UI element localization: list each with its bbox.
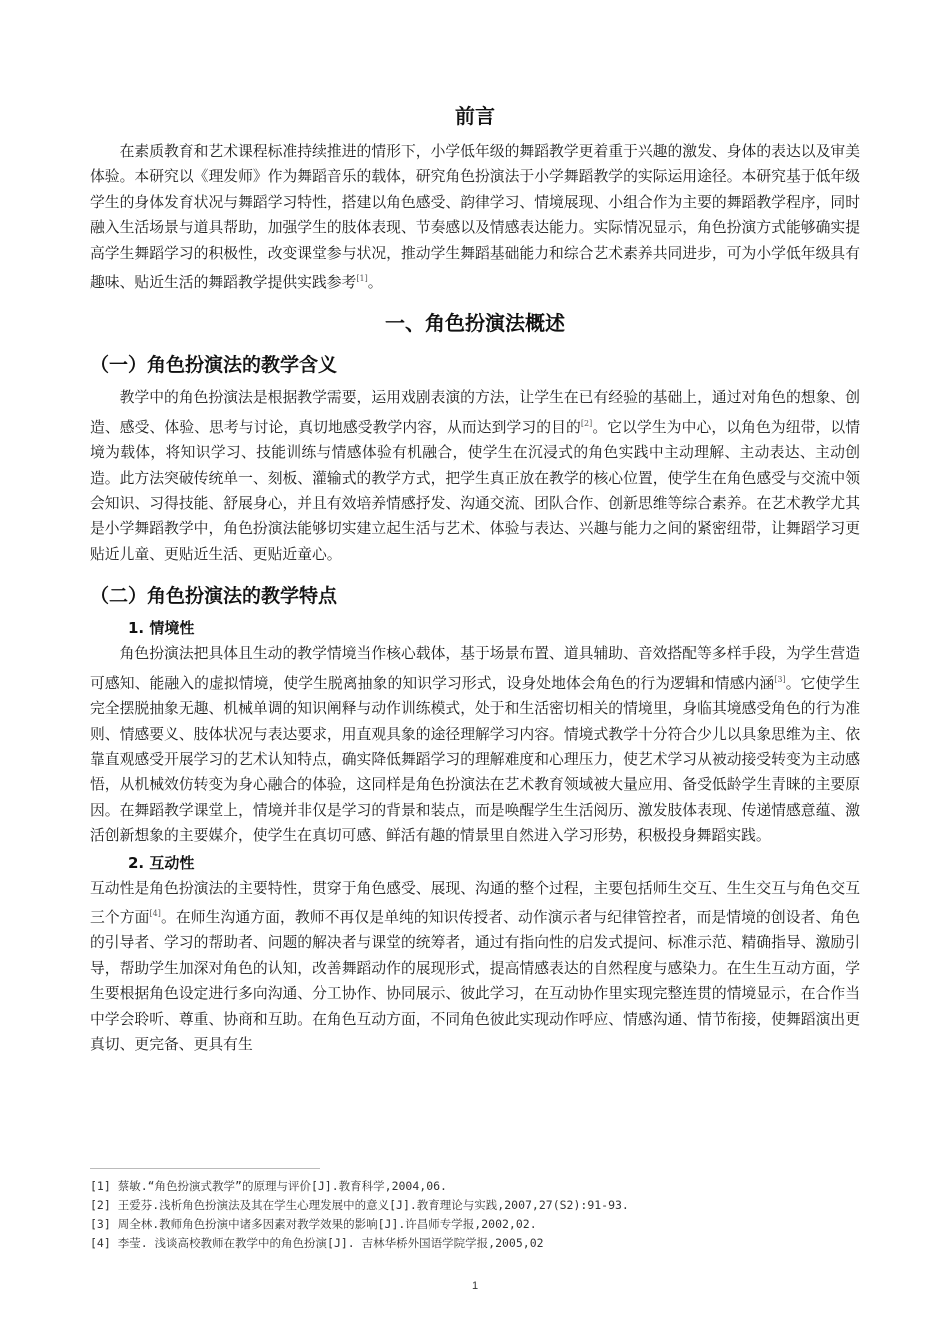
- chapter-1-title: 一、角色扮演法概述: [385, 311, 565, 336]
- footnote-1: [1] 蔡敏.“角色扮演式教学”的原理与评价[J].教育科学,2004,06.: [90, 1179, 447, 1193]
- preface-paragraph: [90, 139, 860, 295]
- section-1-title: （一）角色扮演法的教学含义: [90, 354, 338, 377]
- citation-4[interactable]: [4]: [149, 908, 161, 918]
- item-1-title: 1. 情境性: [128, 619, 195, 638]
- page-number: 1: [471, 1280, 479, 1292]
- footnote-4: [4] 李莹. 浅谈高校教师在教学中的角色扮演[J]. 吉林华桥外国语学院学报,2005,02: [90, 1236, 544, 1250]
- footnotes: [90, 1177, 870, 1253]
- item-1-text-a: 角色扮演法把具体且生动的教学情境当作核心载体，基于场景布置、道具辅助、音效搭配等多样手段，为学生营造可感知、能融入的虚拟情境，使学生脱离抽象的知识学习形式，设身处地体会角色的行为逻辑和情感内涵: [90, 645, 860, 692]
- item-1-text-b: 。它使学生完全摆脱抽象无趣、机械单调的知识阐释与动作训练模式，处于和生活密切相关的情境里，身临其境感受角色的行为准则、情感要义、肢体状况与表达要求，用直观具象的途径理解学习内容。情境式教学十分符合少儿以具象思维为主、依靠直观感受开展学习的艺术认知特点，确实降低舞蹈学习的理解难度和心理压力，使艺术学习从被动接受转变为主动感悟，从机械效仿转变为身心融合的体验，这同样是角色扮演法在艺术教育领域被大量应用、备受低龄学生青睐的主要原因。在舞蹈教学课堂上，情境并非仅是学习的背景和装点，而是唤醒学生生活阅历、激发肢体表现、传递情感意蕴、激活创新想象的主要媒介，使学生在真切可感、鲜活有趣的情景里自然进入学习形势，积极投身舞蹈实践。: [90, 674, 860, 845]
- item-2-paragraph: [90, 876, 860, 1058]
- section-1-text-b: 。它以学生为中心，以角色为纽带，以情境为载体，将知识学习、技能训练与情感体验有机融合，使学生在沉浸式的角色实践中主动理解、主动表达、主动创造。此方法突破传统单一、刻板、灌输式的教学方式，把学生真正放在教学的核心位置，使学生在角色感受与交流中领会知识、习得技能、舒展身心，并且有效培养情感抒发、沟通交流、团队合作、创新思维等综合素养。在艺术教学尤其是小学舞蹈教学中，角色扮演法能够切实建立起生活与艺术、体验与表达、兴趣与能力之间的紧密纽带，让舞蹈学习更贴近儿童、更贴近生活、更贴近童心。: [90, 418, 860, 563]
- preface-text: 在素质教育和艺术课程标准持续推进的情形下，小学低年级的舞蹈教学更着重于兴趣的激发、身体的表达以及审美体验。本研究以《理发师》作为舞蹈音乐的载体，研究角色扮演法于小学舞蹈教学的实际运用途径。本研究基于低年级学生的身体发育状况与舞蹈学习特性，搭建以角色感受、韵律学习、情境展现、小组合作为主要的舞蹈教学程序，同时融入生活场景与道具帮助，加强学生的肢体表现、节奏感以及情感表达能力。实际情况显示，角色扮演方式能够确实提高学生舞蹈学习的积极性，改变课堂参与状况，推动学生舞蹈基础能力和综合艺术素养共同进步，可为小学低年级具有趣味、贴近生活的舞蹈教学提供实践参考: [90, 143, 860, 292]
- item-2-text-a: 互动性是角色扮演法的主要特性，贯穿于角色感受、展现、沟通的整个过程，主要包括师生交互、生生交互与角色交互三个方面: [90, 879, 860, 926]
- item-2-title: 2. 互动性: [128, 853, 195, 872]
- section-1-paragraph: [90, 385, 860, 567]
- citation-3[interactable]: [3]: [774, 674, 786, 684]
- item-1-paragraph: [90, 641, 860, 848]
- citation-2[interactable]: [2]: [580, 418, 593, 428]
- footnote-separator: [90, 1168, 320, 1169]
- section-2-title: （二）角色扮演法的教学特点: [90, 585, 338, 608]
- footnote-3: [3] 周全林.教师角色扮演中诸多因素对教学效果的影响[J].许昌师专学报,2002,02.: [90, 1217, 537, 1231]
- citation-1[interactable]: [1]: [356, 274, 368, 284]
- preface-tail: 。: [367, 274, 383, 292]
- item-2-text-b: 。在师生沟通方面，教师不再仅是单纯的知识传授者、动作演示者与纪律管控者，而是情境的创设者、角色的引导者、学习的帮助者、问题的解决者与课堂的统筹者，通过有指向性的启发式提问、标准示范、精确指导、激励引导，帮助学生加深对角色的认知，改善舞蹈动作的展现形式，提高情感表达的自然程度与感染力。在生生互动方面，学生要根据角色设定进行多向沟通、分工协作、协同展示、彼此学习，在互动协作里实现完整连贯的情境显示，在合作当中学会聆听、尊重、协商和互助。在角色互动方面，不同角色彼此实现动作呼应、情感沟通、情节衔接，使舞蹈演出更真切、更完备、更具有生: [90, 908, 860, 1053]
- footnote-2: [2] 王爱芬.浅析角色扮演法及其在学生心理发展中的意义[J].教育理论与实践,2007,27(S2):91-93.: [90, 1198, 629, 1212]
- preface-title: 前言: [455, 104, 495, 128]
- section-1-text-a: 教学中的角色扮演法是根据教学需要，运用戏剧表演的方法，让学生在已有经验的基础上，通过对角色的想象、创造、感受、体验、思考与讨论，真切地感受教学内容，从而达到学习的目的: [90, 389, 860, 436]
- document-page: [90, 100, 860, 1057]
